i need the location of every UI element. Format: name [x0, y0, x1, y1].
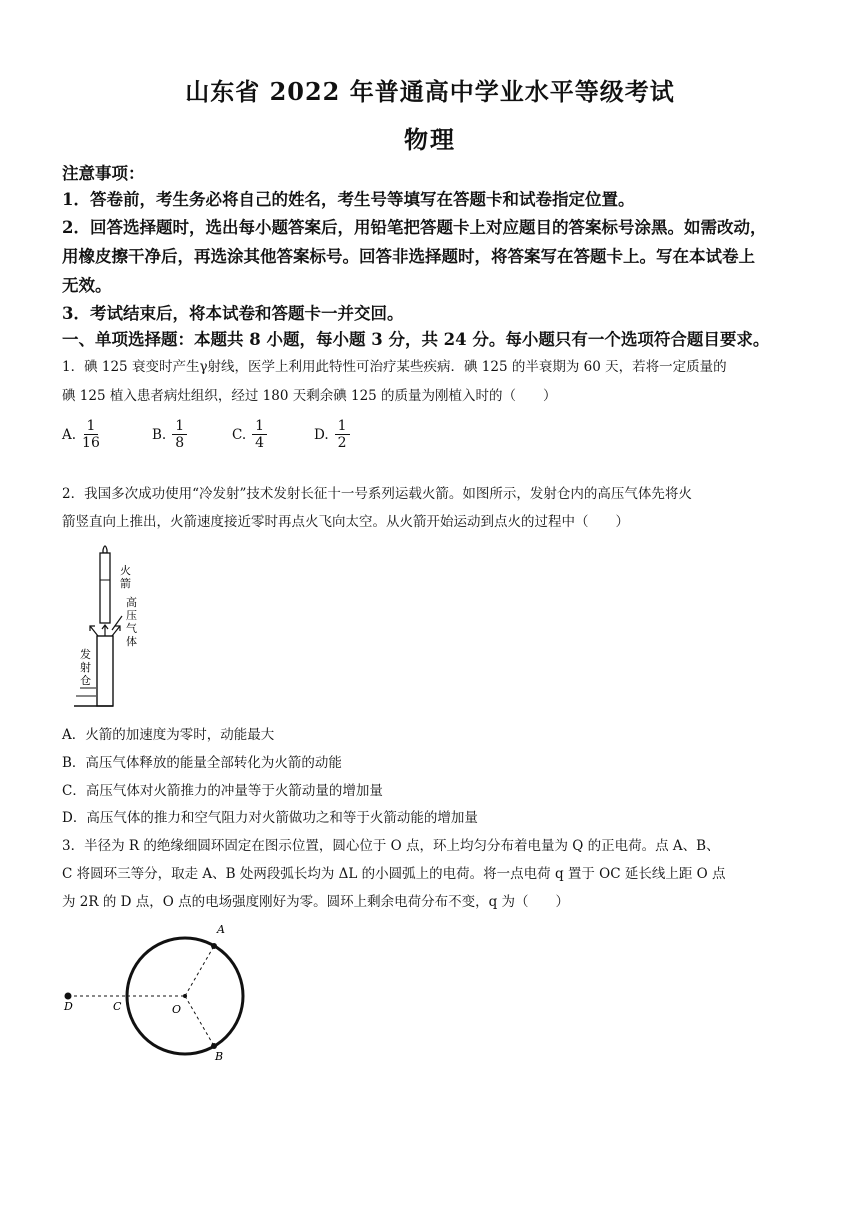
- q1-option-a-fraction: [82, 418, 100, 451]
- q1-option-c-fraction: [252, 418, 267, 451]
- notice-heading: 注意事项：: [62, 164, 145, 183]
- q1-option-a: [62, 418, 100, 451]
- q1-option-a-denominator: 16: [82, 435, 100, 452]
- q1-option-b-numerator: 1: [172, 418, 187, 435]
- section-1-heading: 一、单项选择题：本题共 8 小题，每小题 3 分，共 24 分。每小题只有一个选项符合题目要求。: [62, 330, 770, 349]
- q1-option-d: [314, 418, 350, 451]
- q1-option-d-letter: D.: [314, 426, 329, 443]
- gas-label-2: 压: [126, 609, 137, 622]
- notice-item-2-line-2: 用橡皮擦干净后，再选涂其他答案标号。回答非选择题时，将答案写在答题卡上。写在本试卷上: [62, 247, 755, 266]
- q1-option-b-letter: B.: [152, 426, 167, 443]
- q1-option-b-fraction: [172, 418, 187, 451]
- q1-stem-line-1: 1．碘 125 衰变时产生γ射线，医学上利用此特性可治疗某些疾病．碘 125 的半衰期为 60 天，若将一定质量的: [62, 359, 727, 375]
- q2-option-b: B．高压气体释放的能量全部转化为火箭的动能: [62, 755, 342, 771]
- label-a: A: [217, 923, 225, 936]
- notice-item-2-line-3: 无效。: [62, 276, 112, 295]
- point-d: [65, 993, 72, 1000]
- q1-option-c-numerator: 1: [252, 418, 267, 435]
- rocket-label-2: 箭: [120, 577, 131, 590]
- q3-stem-line-1: 3．半径为 R 的绝缘细圆环固定在图示位置，圆心位于 O 点，环上均匀分布着电量为 Q 的正电荷。点 A、B、: [62, 838, 720, 854]
- point-o: [183, 994, 187, 998]
- q1-option-d-numerator: 1: [335, 418, 350, 435]
- point-a: [211, 943, 217, 949]
- silo-label-3: 仓: [80, 674, 91, 687]
- oa-radius-line: [185, 946, 214, 996]
- gas-label-1: 高: [126, 596, 137, 609]
- label-c: C: [113, 1000, 122, 1013]
- q1-stem-line-2: 碘 125 植入患者病灶组织，经过 180 天剩余碘 125 的质量为刚植入时的（ ）: [62, 388, 557, 404]
- ob-radius-line: [185, 996, 214, 1046]
- q1-option-a-letter: A.: [62, 426, 77, 443]
- point-b: [211, 1043, 217, 1049]
- notice-item-1: 1．答卷前，考生务必将自己的姓名，考生号等填写在答题卡和试卷指定位置。: [62, 190, 635, 209]
- gas-label-3: 气: [126, 622, 137, 635]
- q2-option-a: A．火箭的加速度为零时，动能最大: [62, 727, 275, 743]
- q1-option-a-numerator: 1: [84, 418, 99, 435]
- exam-title: 山东省 2022 年普通高中学业水平等级考试: [185, 77, 675, 106]
- q2-option-d: D．高压气体的推力和空气阻力对火箭做功之和等于火箭动能的增加量: [62, 810, 478, 826]
- q1-option-b: [152, 418, 187, 451]
- rocket-launch-figure: [60, 538, 170, 713]
- notice-item-3: 3．考试结束后，将本试卷和答题卡一并交回。: [62, 304, 404, 323]
- silo-label-2: 射: [80, 661, 91, 674]
- gas-label-4: 体: [126, 635, 137, 648]
- exam-subject: 物理: [404, 125, 456, 154]
- q2-option-c: C．高压气体对火箭推力的冲量等于火箭动量的增加量: [62, 783, 383, 799]
- notice-item-2-line-1: 2．回答选择题时，选出每小题答案后，用铅笔把答题卡上对应题目的答案标号涂黑。如需改动，: [62, 218, 767, 237]
- q1-option-d-fraction: [335, 418, 350, 451]
- rocket-shape: [100, 546, 110, 623]
- charged-ring-figure: [55, 915, 265, 1065]
- label-b: B: [215, 1050, 224, 1063]
- q1-option-b-denominator: 8: [175, 435, 185, 452]
- q3-stem-line-3: 为 2R 的 D 点，O 点的电场强度刚好为零。圆环上剩余电荷分布不变，q 为（ ）: [62, 894, 570, 910]
- label-d: D: [64, 1000, 73, 1013]
- q1-option-d-denominator: 2: [337, 435, 347, 452]
- q1-option-c: [232, 418, 267, 451]
- q2-stem-line-1: 2．我国多次成功使用“冷发射”技术发射长征十一号系列运载火箭。如图所示，发射仓内的高压气体先将火: [62, 486, 692, 502]
- silo-label-1: 发: [80, 648, 91, 661]
- q3-stem-line-2: C 将圆环三等分，取走 A、B 处两段弧长均为 ΔL 的小圆弧上的电荷。将一点电荷 q 置于 OC 延长线上距 O 点: [62, 866, 726, 882]
- rocket-label-1: 火: [120, 564, 131, 577]
- q1-option-c-letter: C.: [232, 426, 247, 443]
- label-o: O: [172, 1003, 182, 1016]
- q2-stem-line-2: 箭竖直向上推出，火箭速度接近零时再点火飞向太空。从火箭开始运动到点火的过程中（ ）: [62, 514, 629, 530]
- q1-option-c-denominator: 4: [255, 435, 265, 452]
